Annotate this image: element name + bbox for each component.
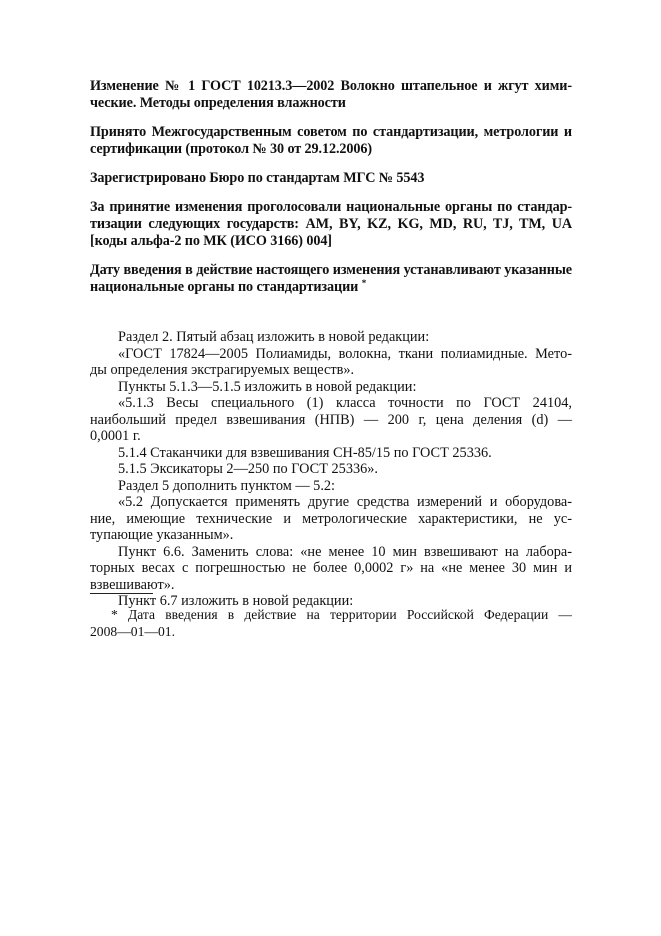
voting-line: тизации следующих государств: AM, BY, KZ, KG, MD, RU, TJ, TM, UA <box>90 216 572 232</box>
paragraph-line: 5.1.4 Стаканчики для взвешивания СН-85/15 по ГОСТ 25336. <box>118 444 492 461</box>
paragraph-line: «ГОСТ 17824—2005 Полиамиды, волокна, ткани полиамидные. Мето- <box>118 345 572 362</box>
voting-statement <box>90 199 572 250</box>
registration-statement <box>90 170 572 187</box>
paragraph <box>90 346 572 379</box>
paragraph-line: взвешивают». <box>90 576 175 593</box>
adopted-line: Принято Межгосударственным советом по стандартизации, метрологии и <box>90 124 572 140</box>
footnote-marker: * <box>361 278 367 288</box>
paragraph <box>90 478 572 495</box>
effective-date-statement <box>90 262 572 296</box>
footnote-line: * Дата введения в действие на территории Российской Федерации — <box>111 607 572 622</box>
paragraph-line: Пункт 6.7 изложить в новой редакции: <box>118 593 354 609</box>
paragraph <box>90 461 572 478</box>
paragraph-line: Раздел 5 дополнить пунктом — 5.2: <box>118 477 336 494</box>
paragraph-line: торных весах с погрешностью не более 0,0002 г» на «не менее 30 мин и <box>90 560 572 576</box>
amendment-title-line: ческие. Методы определения влажности <box>90 95 346 111</box>
paragraph <box>90 379 572 396</box>
footnote-separator <box>90 593 153 594</box>
paragraph-line: ды определения экстрагируемых веществ». <box>90 362 355 378</box>
amendment-title <box>90 78 572 112</box>
paragraph <box>90 544 572 594</box>
paragraph-line: 5.1.5 Эксикаторы 2—250 по ГОСТ 25336». <box>118 461 378 477</box>
footnote-line: 2008—01—01. <box>90 623 175 639</box>
paragraph-line: наибольший предел взвешивания (НПВ) — 200 г, цена деления (d) — <box>90 411 572 428</box>
paragraph <box>90 494 572 544</box>
registration-line: Зарегистрировано Бюро по стандартам МГС № 5543 <box>90 170 425 186</box>
footnote <box>90 607 572 640</box>
amendment-title-line: Изменение № 1 ГОСТ 10213.3—2002 Волокно штапельное и жгут хими- <box>90 78 572 94</box>
paragraph-line: «5.2 Допускается применять другие средства измерений и оборудова- <box>118 494 572 510</box>
paragraph-line: Раздел 2. Пятый абзац изложить в новой редакции: <box>118 329 430 345</box>
effective-line <box>90 279 572 296</box>
paragraph-line: «5.1.3 Весы специального (1) класса точности по ГОСТ 24104, <box>118 395 572 411</box>
paragraph <box>90 395 572 445</box>
paragraph-line: 0,0001 г. <box>90 428 141 444</box>
adopted-statement <box>90 124 572 158</box>
amendment-body <box>90 329 572 610</box>
effective-line-text: национальные органы по стандартизации <box>90 279 359 295</box>
paragraph-line: тупающие указанным». <box>90 527 234 543</box>
effective-line: Дату введения в действие настоящего изменения устанавливают указанные <box>90 262 572 278</box>
page-content <box>90 78 572 610</box>
adopted-line: сертификации (протокол № 30 от 29.12.2006) <box>90 141 373 157</box>
paragraph <box>90 445 572 462</box>
paragraph-line: Пункт 6.6. Заменить слова: «не менее 10 мин взвешивают на лабора- <box>118 543 572 560</box>
paragraph-line: Пункты 5.1.3—5.1.5 изложить в новой редакции: <box>118 378 417 395</box>
voting-line: [коды альфа-2 по МК (ИСО 3166) 004] <box>90 233 332 249</box>
voting-line: За принятие изменения проголосовали национальные органы по стандар- <box>90 199 572 215</box>
paragraph <box>90 329 572 346</box>
paragraph-line: ние, имеющие технические и метрологические характеристики, не ус- <box>90 510 572 527</box>
